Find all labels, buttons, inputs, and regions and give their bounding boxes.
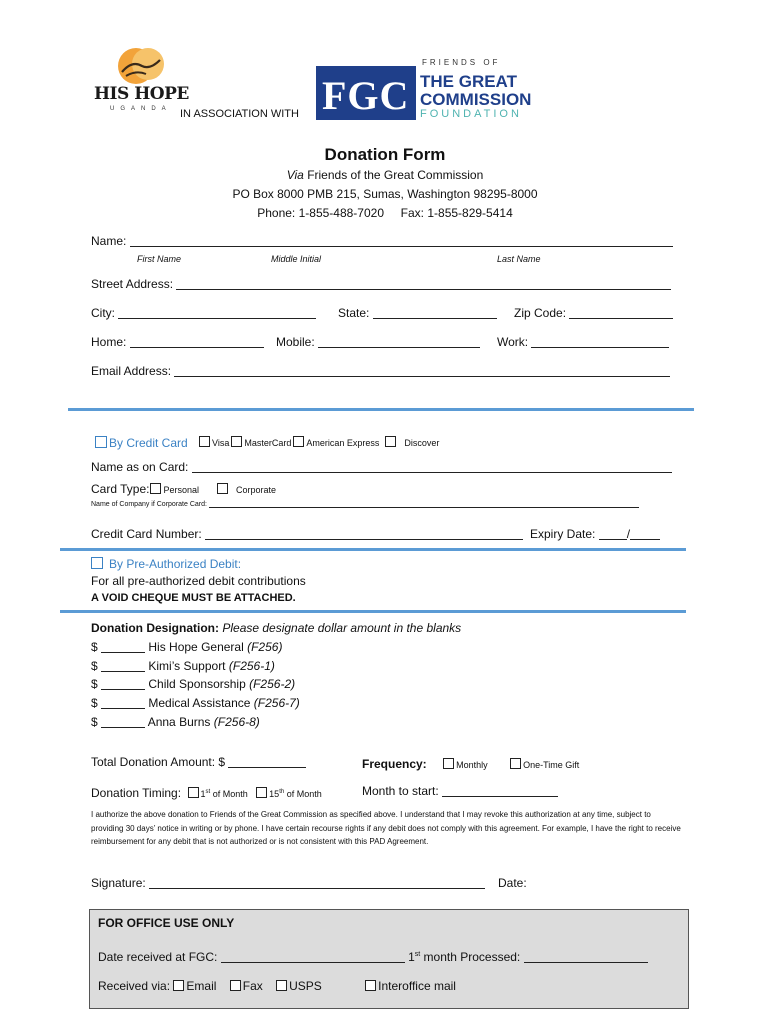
office-interoffice-checkbox[interactable] [365,980,376,991]
zip-label: Zip Code: [514,306,567,320]
fgc-line2: THE GREAT [420,72,517,91]
mastercard-checkbox[interactable] [231,436,242,447]
designation-amount-field[interactable] [101,678,145,690]
expiry-label: Expiry Date: [530,527,596,541]
designation-row [91,715,260,729]
his-hope-logo [92,46,189,118]
work-label: Work: [497,335,529,349]
cc-number-label: Credit Card Number: [91,527,202,541]
phone-fax: Phone: 1-855-488-7020 Fax: 1-855-829-5414 [257,206,513,220]
designation-name: Medical Assistance [148,696,251,711]
fgc-badge [316,66,416,120]
visa-label: Visa [212,438,230,448]
corporate-label: Corporate [236,485,277,495]
fifteenth-label: 15th of Month [269,789,322,799]
corporate-checkbox[interactable] [217,483,228,494]
his-hope-title: HIS HOPE [94,84,189,104]
name-label: Name: [91,234,127,248]
signature-label: Signature: [91,876,146,890]
via-rest: Friends of the Great Commission [303,168,484,182]
frequency-label: Frequency: [362,757,427,771]
fgc-line4: FOUNDATION [420,108,522,120]
fgc-line1: FRIENDS OF [422,58,501,67]
street-row [91,277,671,291]
section-divider [60,610,686,613]
received-via-row [98,979,456,993]
work-phone-field[interactable] [531,336,669,348]
section-divider [68,408,694,411]
name-on-card-label: Name as on Card: [91,460,189,474]
zip-row [514,306,673,320]
mobile-label: Mobile: [276,335,315,349]
designation-amount-field[interactable] [101,641,145,653]
pad-label: By Pre-Authorized Debit: [109,557,242,571]
first-name-caption: First Name [137,254,182,264]
date-received-row [98,950,648,964]
designation-code: (F256-7) [253,696,300,711]
first-of-month-checkbox[interactable] [188,787,199,798]
via-italic: Via [286,168,304,182]
fifteenth-checkbox[interactable] [256,787,267,798]
dollar-sign: $ [91,714,98,729]
first-of-month-label: 1st of Month [200,789,248,799]
one-time-label: One-Time Gift [523,760,580,770]
designation-name: Child Sponsorship [148,677,246,692]
designation-code: (F256-1) [228,658,275,673]
date-received-field[interactable] [221,951,405,963]
mobile-phone-field[interactable] [318,336,480,348]
discover-checkbox[interactable] [385,436,396,447]
credit-card-checkbox[interactable] [95,436,107,448]
office-email-label: Email [186,979,217,993]
company-field[interactable] [209,499,639,508]
office-use-box [89,909,689,1009]
designation-code: (F256-2) [249,677,296,692]
designation-row [91,677,295,691]
company-row [91,499,639,508]
designation-amount-field[interactable] [101,697,145,709]
designation-row [91,640,282,654]
discover-label: Discover [404,438,440,448]
timing-row [91,784,322,802]
office-usps-checkbox[interactable] [276,980,287,991]
month-start-label: Month to start: [362,784,439,798]
his-hope-subtitle: UGANDA [110,106,172,112]
designation-name: Kimi’s Support [148,658,226,673]
month-start-row [362,784,558,798]
home-phone-field[interactable] [130,336,264,348]
designation-heading [91,621,461,635]
last-name-caption: Last Name [497,254,541,264]
personal-label: Personal [163,485,200,495]
month-start-field[interactable] [442,785,558,797]
name-row [91,234,673,248]
pad-checkbox[interactable] [91,557,103,569]
dollar-sign: $ [91,696,98,711]
office-heading: FOR OFFICE USE ONLY [98,916,235,930]
office-fax-label: Fax [242,979,263,993]
designation-row [91,696,300,710]
company-label: Name of Company if Corporate Card: [91,501,207,508]
card-brands [199,436,439,448]
date-label: Date: [498,876,527,890]
designation-label: Donation Designation: [91,621,219,635]
month-processed-field[interactable] [524,951,648,963]
expiry-row [530,527,660,541]
amex-label: American Express [306,438,380,448]
authorization-text: I authorize the above donation to Friends of the Great Commission as specified above. I understand that I may revoke this authorization at any time, subject to providing 30 days’ notice in writing or by phone. I have certain recourse rights if any debit does not comply with this agreement. For example, I have the right to receive reimbursement for any debit that is not authorized or is not consistent with this PAD Agreement. [91,810,681,846]
email-field[interactable] [174,365,670,377]
pad-row [91,555,241,573]
designation-amount-field[interactable] [101,716,145,728]
state-label: State: [338,306,370,320]
middle-initial-caption: Middle Initial [271,254,322,264]
state-field[interactable] [373,307,497,319]
cc-number-field[interactable] [205,528,523,540]
handshake-icon [112,46,172,88]
amex-checkbox[interactable] [293,436,304,447]
fgc-logo [316,60,546,122]
received-via-label: Received via: [98,979,171,993]
date-received-label: Date received at FGC: [98,950,218,964]
pad-line1: For all pre-authorized debit contributions [91,574,306,588]
city-row [91,306,316,320]
designation-instruction: Please designate dollar amount in the blanks [222,621,462,635]
designation-code: (F256) [247,640,283,654]
dollar-sign: $ [91,677,98,692]
expiry-month-field[interactable] [599,528,627,540]
cc-number-row [91,527,523,541]
name-on-card-field[interactable] [192,461,672,473]
visa-checkbox[interactable] [199,436,210,447]
credit-card-label: By Credit Card [109,436,188,450]
office-usps-label: USPS [289,979,322,993]
expiry-separator: / [626,527,631,541]
card-type-label: Card Type: [91,482,150,496]
home-row [91,335,264,349]
work-row [497,335,669,349]
signature-row [91,876,485,890]
total-field[interactable] [228,756,306,768]
office-interoffice-label: Interoffice mail [378,979,456,993]
timing-label: Donation Timing: [91,786,182,800]
mastercard-label: MasterCard [244,438,292,448]
page-title: Donation Form [324,145,446,164]
pad-line2: A VOID CHEQUE MUST BE ATTACHED. [91,592,296,604]
one-time-checkbox[interactable] [510,758,521,769]
office-fax-checkbox[interactable] [230,980,241,991]
month-processed-label: 1st month Processed: [408,950,521,964]
zip-field[interactable] [569,307,673,319]
state-row [338,306,497,320]
designation-name: His Hope General [148,640,244,654]
designation-name: Anna Burns [147,714,211,729]
email-row [91,364,670,378]
dollar-sign: $ [91,640,98,654]
name-field[interactable] [130,235,673,247]
mailing-address: PO Box 8000 PMB 215, Sumas, Washington 98295-8000 [232,187,538,201]
mobile-row [276,335,480,349]
section-divider [60,548,686,551]
office-email-checkbox[interactable] [173,980,184,991]
frequency-row [362,755,579,773]
monthly-label: Monthly [456,760,488,770]
signature-field[interactable] [149,877,485,889]
designation-code: (F256-8) [213,714,260,729]
total-label: Total Donation Amount: $ [91,755,226,769]
email-label: Email Address: [91,364,172,378]
credit-card-row [95,434,188,452]
street-label: Street Address: [91,277,174,291]
designation-amount-field[interactable] [101,660,145,672]
personal-checkbox[interactable] [150,483,161,494]
expiry-year-field[interactable] [630,528,660,540]
total-row [91,755,306,769]
street-field[interactable] [176,278,671,290]
designation-row [91,659,275,673]
via-line [0,168,770,182]
card-type-row [91,480,276,498]
city-field[interactable] [118,307,316,319]
home-label: Home: [91,335,127,349]
dollar-sign: $ [91,658,98,673]
monthly-checkbox[interactable] [443,758,454,769]
fgc-line3: COMMISSION [420,90,532,109]
name-on-card-row [91,460,672,474]
city-label: City: [91,306,115,320]
association-text: IN ASSOCIATION WITH [180,108,299,120]
fgc-abbr: FGC [322,73,410,118]
